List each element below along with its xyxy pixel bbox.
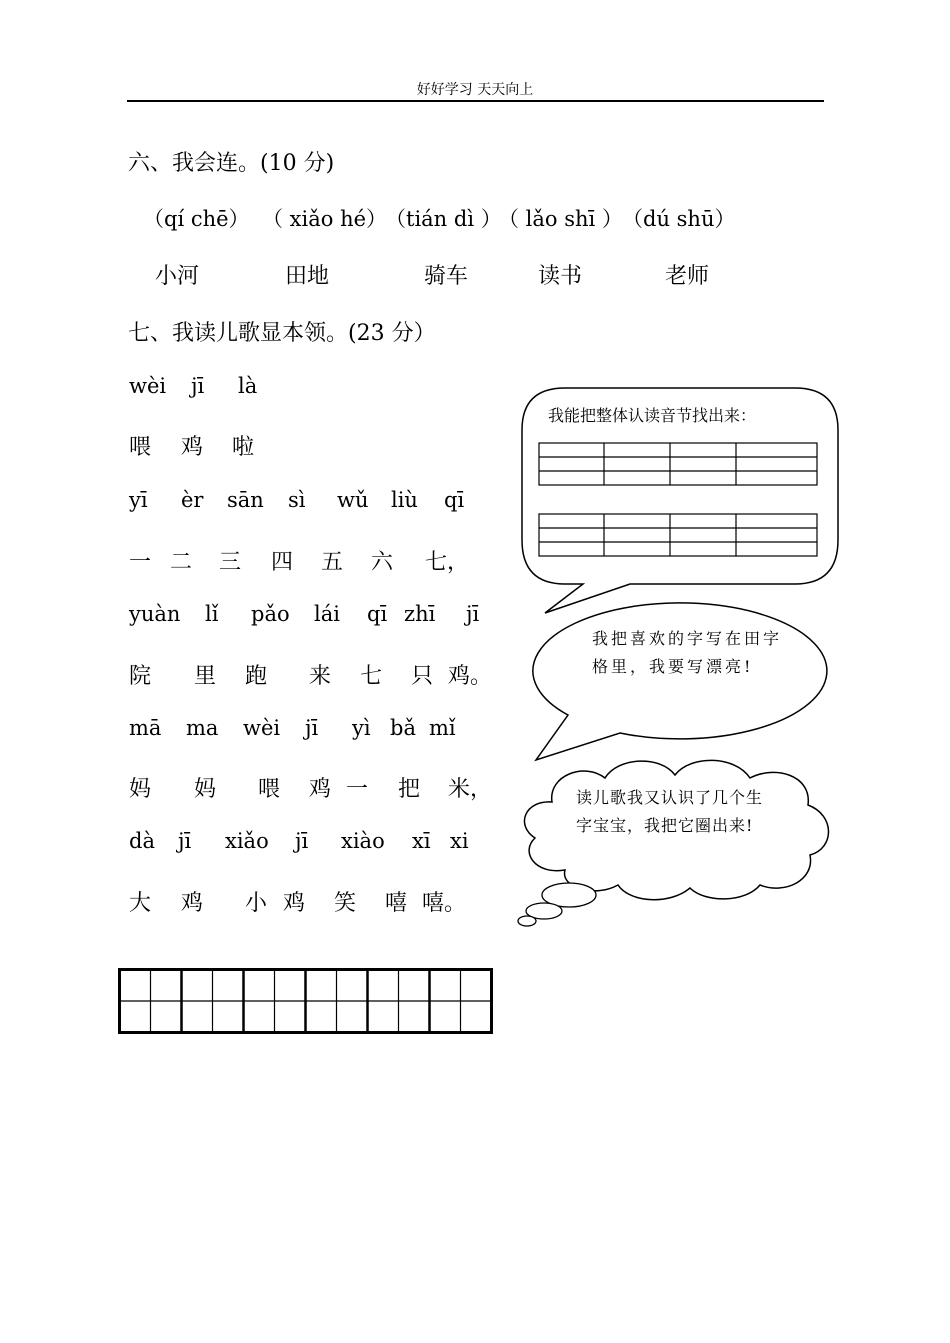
poem-pinyin: bǎ: [390, 716, 416, 740]
poem-hanzi: 里: [194, 664, 217, 689]
poem-pinyin: qī: [367, 602, 388, 626]
poem-pinyin: sì: [288, 488, 306, 512]
poem-hanzi: 嘻: [385, 891, 408, 916]
poem-pinyin: jī: [466, 602, 480, 626]
bubble-3-text: 读儿歌我又认识了几个生字宝宝，我把它圈出来!: [576, 788, 764, 835]
poem-hanzi: 喂: [258, 777, 281, 802]
s6-pinyin-5: （dú shū）: [622, 207, 736, 231]
poem-pinyin: èr: [181, 488, 204, 512]
poem-hanzi: 妈: [129, 777, 152, 802]
poem-pinyin: lái: [314, 602, 340, 626]
poem-hanzi: 米，: [448, 777, 493, 802]
poem-hanzi: 四: [271, 550, 294, 575]
poem-hanzi: 鸡。: [448, 664, 493, 689]
poem-pinyin: xiǎo: [225, 829, 269, 853]
poem-hanzi: 啦: [232, 435, 255, 460]
s6-pinyin-4: （ lǎo shī ）: [498, 207, 623, 231]
thought-dot-small: [518, 916, 536, 926]
poem-hanzi: 院: [129, 664, 152, 689]
poem-pinyin: ma: [186, 716, 219, 740]
poem-hanzi: 鸡: [181, 435, 204, 460]
poem-pinyin: sān: [227, 488, 264, 512]
poem-pinyin: xiào: [341, 829, 385, 853]
poem-pinyin: xi: [450, 829, 469, 853]
s6-word-2: 田地: [285, 264, 330, 289]
poem-hanzi: 小: [245, 891, 268, 916]
poem-hanzi: 来: [309, 664, 332, 689]
s6-pinyin-1: （qí chē）: [143, 207, 250, 231]
poem-pinyin: qī: [444, 488, 465, 512]
poem-pinyin: jī: [305, 716, 319, 740]
poem-hanzi: 嘻。: [422, 891, 467, 916]
poem-hanzi: 七，: [425, 550, 470, 575]
poem-pinyin: liù: [391, 488, 418, 512]
poem-pinyin: wèi: [243, 716, 281, 740]
poem-hanzi: 笑: [334, 891, 357, 916]
poem-hanzi: 把: [398, 777, 421, 802]
section7-title: 七、我读儿歌显本领。(23 分）: [128, 321, 436, 346]
poem-hanzi: 鸡: [181, 891, 204, 916]
writing-grid: [119, 969, 492, 1033]
poem-hanzi: 六: [371, 550, 394, 575]
s6-word-1: 小河: [155, 264, 200, 289]
poem-pinyin: xī: [412, 829, 431, 853]
poem-hanzi: 七: [360, 664, 383, 689]
poem-hanzi: 二: [170, 550, 193, 575]
poem-hanzi: 喂: [129, 435, 152, 460]
s6-word-4: 读书: [538, 264, 583, 289]
page-header: 好好学习 天天向上: [416, 82, 534, 98]
bubble-1-text: 我能把整体认读音节找出来：: [548, 406, 757, 425]
poem-hanzi: 一: [346, 777, 369, 802]
poem-pinyin: jī: [178, 829, 192, 853]
poem-pinyin: wèi: [129, 374, 167, 398]
poem-hanzi: 鸡: [283, 891, 306, 916]
poem-hanzi: 五: [321, 550, 344, 575]
s6-word-3: 骑车: [424, 264, 469, 289]
poem-hanzi: 跑: [245, 664, 268, 689]
poem-pinyin: yī: [129, 488, 148, 512]
section6-title: 六、我会连。(10 分): [128, 151, 335, 176]
poem-pinyin: jī: [295, 829, 309, 853]
poem-hanzi: 大: [129, 891, 152, 916]
poem-hanzi: 三: [219, 550, 242, 575]
poem-hanzi: 一: [129, 550, 152, 575]
poem-pinyin: là: [238, 374, 258, 398]
s6-word-5: 老师: [665, 264, 710, 289]
poem-pinyin: pǎo: [251, 602, 290, 626]
poem-pinyin: jī: [191, 374, 205, 398]
poem-pinyin: lǐ: [205, 602, 219, 626]
s6-pinyin-2: （ xiǎo hé）: [262, 207, 388, 231]
poem-pinyin: yì: [352, 716, 371, 740]
poem-pinyin: mā: [129, 716, 162, 740]
poem-hanzi: 只: [411, 664, 434, 689]
bubble-2-text: 我把喜欢的字写在田字格里，我要写漂亮!: [592, 629, 783, 676]
poem-pinyin: dà: [129, 829, 155, 853]
poem-hanzi: 鸡: [309, 777, 332, 802]
poem-hanzi: 妈: [194, 777, 217, 802]
poem-pinyin: wǔ: [337, 488, 369, 512]
s6-pinyin-3: （tián dì ）: [385, 207, 502, 231]
poem-pinyin: yuàn: [129, 602, 181, 626]
poem-pinyin: zhī: [404, 602, 436, 626]
poem-pinyin: mǐ: [429, 716, 456, 740]
